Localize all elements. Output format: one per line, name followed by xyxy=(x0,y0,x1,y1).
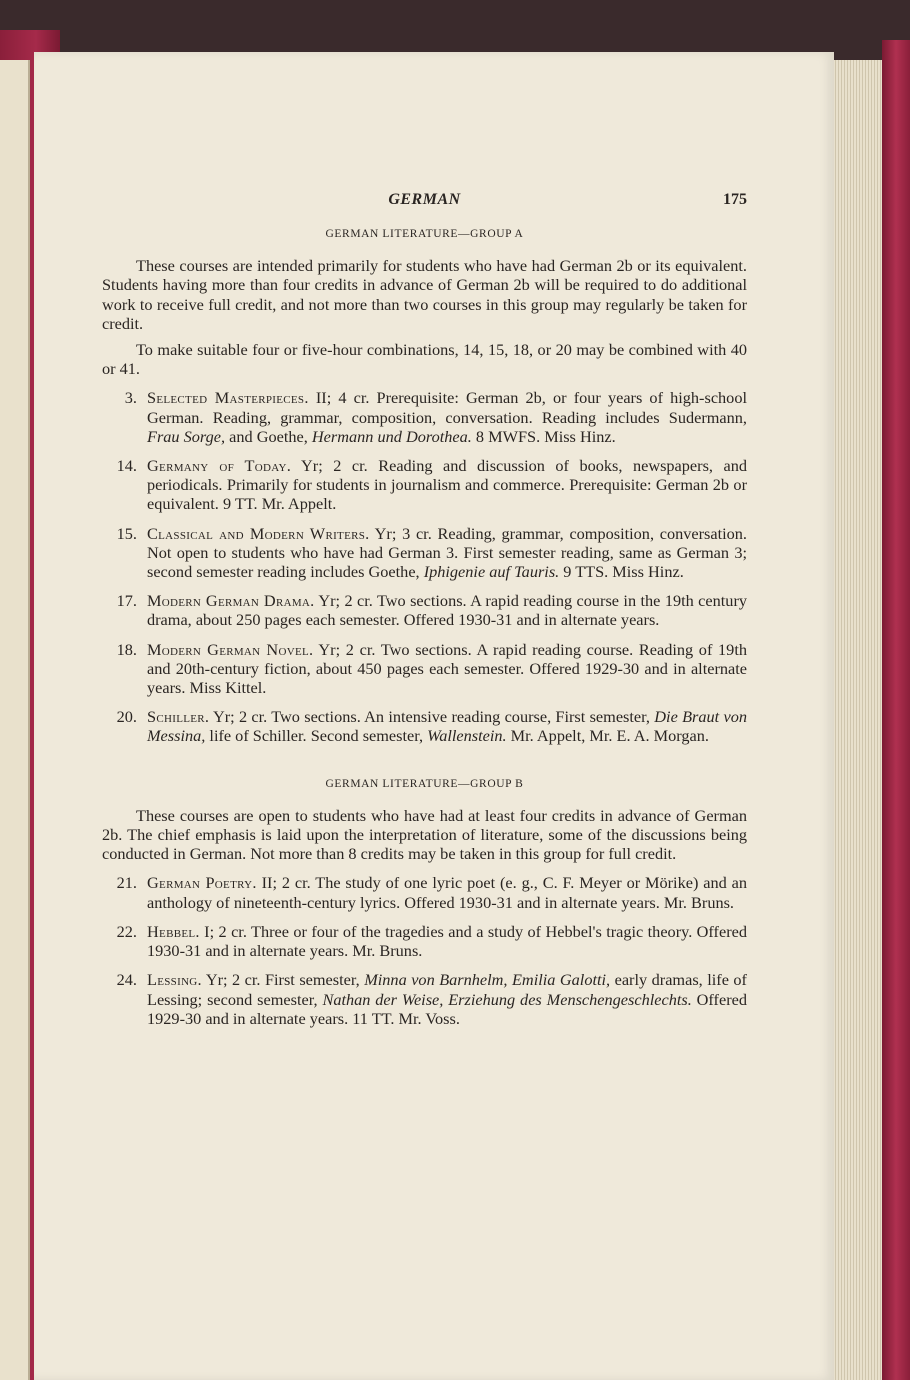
group-a-heading: GERMAN LITERATURE—GROUP A xyxy=(325,228,524,240)
course-name: Classical and Modern Writers. xyxy=(147,523,370,543)
course-name: Selected Masterpieces. xyxy=(147,388,309,408)
course-number: 17. xyxy=(116,591,137,611)
course-number: 22. xyxy=(116,921,137,941)
running-head xyxy=(102,190,747,214)
previous-page-edge xyxy=(0,60,30,1380)
course-name: Modern German Drama. xyxy=(147,591,315,611)
course-description: Schiller. Yr; 2 cr. Two sections. An intensive reading course, First semester, Die Braut von Messina, life of Schiller. Second semester, Wallenstein. Mr. Appelt, Mr. E. A. Morgan. xyxy=(147,707,747,746)
course-name: German Poetry. xyxy=(147,873,257,893)
course-number: 24. xyxy=(116,970,137,990)
course-description: Hebbel. I; 2 cr. Three or four of the tragedies and a study of Hebbel's tragic theory. Offered 1930-31 and in alternate years. Mr. Bruns. xyxy=(147,921,747,961)
course-number: 3. xyxy=(124,388,137,408)
course-description: Selected Masterpieces. II; 4 cr. Prerequisite: German 2b, or four years of high-school German. Reading, grammar, composition, conversation. Reading includes Sudermann, Frau Sorge, and Goethe, Hermann und Dorothea. 8 MWFS. Miss Hinz. xyxy=(147,388,747,446)
course-name: Hebbel. xyxy=(147,921,200,941)
course-description: Modern German Novel. Yr; 2 cr. Two sections. A rapid reading course. Reading of 19th and 20th-century fiction, about 450 pages each semester. Offered 1929-30 and in alternate years. Miss Kittel. xyxy=(147,639,747,698)
course-name: Modern German Novel. xyxy=(147,639,314,659)
course-description: Classical and Modern Writers. Yr; 3 cr. Reading, grammar, composition, conversation. Not open to students who have had German 3. First semester reading, same as German 3; second semester reading includes Goethe, Iphigenie auf Tauris. 9 TTS. Miss Hinz. xyxy=(147,523,747,582)
course-17 xyxy=(102,591,747,629)
book-page xyxy=(34,52,834,1380)
course-number: 14. xyxy=(116,456,137,476)
course-description: Germany of Today. Yr; 2 cr. Reading and discussion of books, newspapers, and periodicals. Primarily for students in journalism and commerce. Prerequisite: German 2b or equivalent. 9 TT. Mr. Appelt. xyxy=(147,456,747,514)
course-number: 15. xyxy=(116,523,137,543)
group-b-heading: GERMAN LITERATURE—GROUP B xyxy=(325,777,524,790)
group-a-intro-1: These courses are intended primarily for students who have had German 2b or its equivalent. Students having more than four credits in advance of German 2b will be required to do additional work to receive full credit, and not more than two courses in this group may regularly be taken for credit. xyxy=(102,256,747,333)
course-description: Modern German Drama. Yr; 2 cr. Two sections. A rapid reading course in the 19th century drama, about 250 pages each semester. Offered 1930-31 and in alternate years. xyxy=(147,591,748,630)
course-15 xyxy=(102,524,747,582)
course-21 xyxy=(102,873,747,911)
page-stack-edges xyxy=(827,60,882,1380)
book-cover-edge xyxy=(882,40,910,1380)
course-description: Lessing. Yr; 2 cr. First semester, Minna von Barnhelm, Emilia Galotti, early dramas, life of Lessing; second semester, Nathan der Weise, Erziehung des Menschengeschlechts. Offered 1929-30 and in alternate years. 11 TT. Mr. Voss. xyxy=(147,970,747,1028)
course-description: German Poetry. II; 2 cr. The study of one lyric poet (e. g., C. F. Meyer or Mörike) and an anthology of nineteenth-century lyrics. Offered 1930-31 and in alternate years. Mr. Bruns. xyxy=(147,873,747,912)
running-title: GERMAN xyxy=(388,191,461,208)
page-content xyxy=(102,190,747,1037)
group-b-intro: These courses are open to students who have had at least four credits in advance of German 2b. The chief emphasis is laid upon the interpretation of literature, some of the discussions being conducted in German. Not more than 8 credits may be taken in this group for full credit. xyxy=(102,805,747,864)
page-number: 175 xyxy=(723,191,747,208)
section-gap xyxy=(102,755,747,771)
course-20 xyxy=(102,707,747,745)
course-22 xyxy=(102,922,747,960)
course-number: 20. xyxy=(116,707,137,727)
course-name: Schiller. xyxy=(147,707,210,727)
course-3 xyxy=(102,388,747,446)
course-24 xyxy=(102,970,747,1028)
course-number: 18. xyxy=(116,639,137,659)
group-a-intro-2: To make suitable four or five-hour combinations, 14, 15, 18, or 20 may be combined with 40 or 41. xyxy=(102,340,747,379)
course-name: Lessing. xyxy=(147,970,202,990)
course-name: Germany of Today. xyxy=(147,456,292,476)
course-18 xyxy=(102,640,747,698)
course-number: 21. xyxy=(116,873,137,893)
course-14 xyxy=(102,456,747,514)
